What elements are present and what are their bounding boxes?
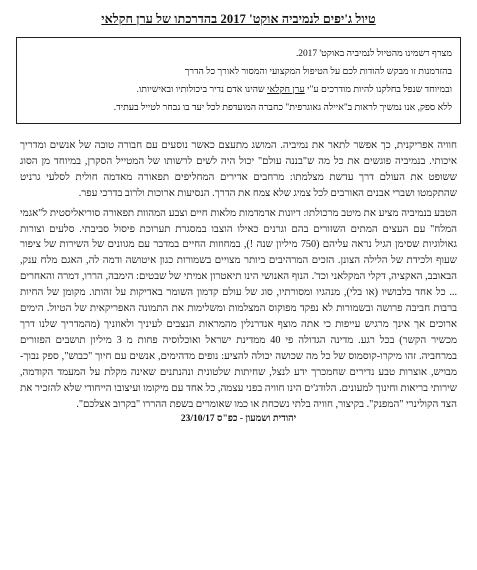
intro-line-4: ללא ספק, אנו נמשיך לראות ב"איילה גאוגרפית" כחברה המועדפת לכל יעד בו נבחר לטייל בעתיד. <box>113 103 452 113</box>
signature: יהודית ושמעון - כפ"ס 23/10/17 <box>180 414 297 425</box>
body-paragraph-1: חוויה אפריקנית, כך אפשר לתאר את נמיביה. המושג מתעצם כאשר נוסעים עם חבורה טובה של אנשים ומדריך איכותי. בנמיביה פוגשים את כל מה ש"בננה עולם" יכול היה לשים לרשותו של המטייל הסקרן, במיוחד מן הסוג ששופט את העולם דרך עדשת מצלמתו: מרחבים אדירים המחליפים תפאורה מאדמה חולית לסלעי גרניט שהתקמטו ושברי אבנים האורבים לכל צמיג שלא צמח את הדרך. הנסיעות ארוכות ולרוב בדרכי עפר. <box>20 140 457 199</box>
guide-name: ערן חקלאי <box>267 85 305 95</box>
body-paragraph-2: הטבע בנמיביה מציע את מיטב מרכולתו: דיונות אדמדמות מלאות חיים וצבע המהוות תפאורה סוריאליסטית ל"אגמי המלח" עם העצים המתים השזורים בהם וגרנים כאילו הוצבו במסגרת תערוכת פיסול סביבתי. סלעים וצורות גאולוגיות שסימן הגיל נראה עליהם (750 מיליון שנה !), במחוזות החיים במדבר עם מגוונים של השירות של ציפור שעוף ולכידת של הלילה הצונן. הזכים המרהיבים ביותר מצויים בשמורות כגון איטושה ודמה לה, האגם מלח ענק, הבאובב, האקציה, דקלי המקלאני וכד'. הנוף האנושי הינו תיאטרון אמיתי של שבטים: הימבה, הררו, דמרה והאחרים ... כל אחד בלבושיו (או בלי), מנהגיו ומסורתיו, סוג של עולם קדמון השומר באדיקות על זהותו. מקומן של החיות ברבות חביבה פרושה ובשמורות לא נפקד מפוקוס המצלמות ומשלימות את התמונה האפריקאית של הטיול. הימים ארוכים אך אינך מרגיש עייפות כי אתה מוצף אנדרנלין מהמראות הנצבים לעיניך ולאוזניך (מהמדריך שלנו דרך מכשיר הקשר) בכל רגע. מדינה הגדולה פי 40 ממדינת ישראל ואוכלוסיה פחות מ 3 מיליון תושבים הפזורים במרחביה. זהו מיקרו-קוסמוס של כל מה שכושה יכולה להציע: נופים מדהימים, אנשים עם חיוך "כבוש", ספק נבוך- מבויש, אוצרות טבע נדירים שחמכרך ידע לנצל, שחיתות שלטונית ונהנתנים שאינה מקלת על המעמד הקודמה, שירותי בריאות וחינוך למעונים. הלודג'ים הינו חוויה בפני עצמה, כל אחד עם מיקומו ועיצובו הייחודי שלא להזכיר את הצד הקולינרי "המפנק". בקיצור, חוויה בלתי נשכחת או כמו שאומרים בשפת ההררו "בקרוב אצלכם". <box>20 207 458 410</box>
body-text <box>20 138 457 412</box>
intro-line-2: בהזדמנות זו מבקש להודות לכם על הטיפול המקצועי והמסור לאורך כל הדרך <box>184 67 452 77</box>
intro-line-1: מצרף רשמינו מהטיול לנמיביה באוקט' 2017. <box>295 49 452 59</box>
intro-line-3 <box>25 81 452 99</box>
page-title: טיול ג'יפים לנמיביה אוקט' 2017 בהדרכתו של ערן חקלאי <box>101 12 376 26</box>
intro-line-3-suffix: שהינו אדם נדיר ביכולותיו ובאישיותו. <box>136 85 268 95</box>
intro-line-3-prefix: ובמיוחד שנפל בחלקנו להיות מודרכים ע"י <box>304 85 452 95</box>
intro-box <box>16 37 461 124</box>
